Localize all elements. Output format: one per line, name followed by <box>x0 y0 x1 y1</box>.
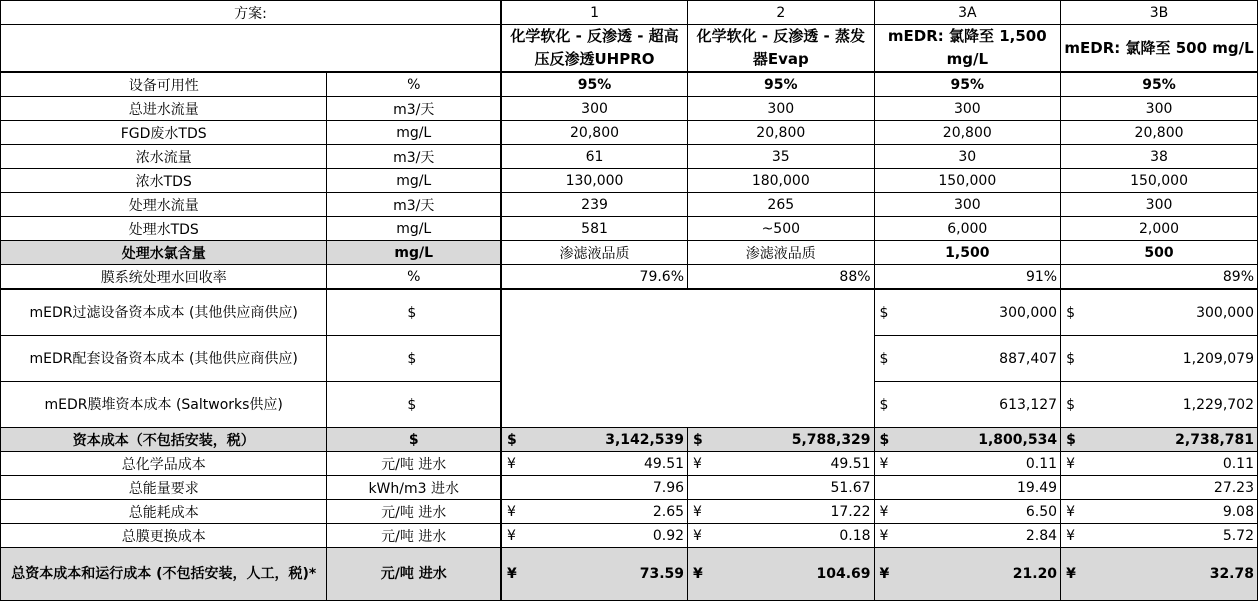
cell-money <box>1061 428 1258 452</box>
scheme-1: 1 <box>501 1 688 25</box>
cell-value: 49.51 <box>830 455 871 472</box>
currency-symbol: ¥ <box>879 503 889 520</box>
cell-value: 300 <box>688 97 875 121</box>
table-row-highlight <box>1 428 1258 452</box>
cell-value: 150,000 <box>1061 169 1258 193</box>
cell-money <box>1061 548 1258 601</box>
currency-symbol: $ <box>1066 350 1075 367</box>
currency-symbol: $ <box>879 431 890 448</box>
table-row <box>1 145 1258 169</box>
cell-value: 239 <box>501 193 688 217</box>
cell-money <box>501 428 688 452</box>
cell-value: 95% <box>688 72 875 97</box>
currency-symbol: ¥ <box>879 527 889 544</box>
currency-symbol: $ <box>507 431 517 448</box>
row-label: 膜系统处理水回收率 <box>1 265 327 290</box>
cell-value: 95% <box>874 72 1061 97</box>
row-label: 处理水TDS <box>1 217 327 241</box>
cell-money <box>688 548 875 601</box>
cell-value: 500 <box>1061 241 1258 265</box>
cell-money <box>688 524 875 548</box>
cell-value: 20,800 <box>688 121 875 145</box>
cell-value: 130,000 <box>501 169 688 193</box>
cell-money <box>874 382 1061 428</box>
cell-money <box>1061 452 1258 476</box>
cell-money <box>501 548 688 601</box>
currency-symbol: ¥ <box>1066 527 1075 544</box>
currency-symbol: ¥ <box>507 566 517 582</box>
row-unit: $ <box>327 382 501 428</box>
cell-value: 300 <box>501 97 688 121</box>
row-unit: mg/L <box>327 217 501 241</box>
row-unit: 元/吨 进水 <box>327 452 501 476</box>
row-label: mEDR膜堆资本成本 (Saltworks供应) <box>1 382 327 428</box>
table-row <box>1 524 1258 548</box>
cell-value: 887,407 <box>999 350 1058 367</box>
row-label: 总能量要求 <box>1 476 327 500</box>
table-row <box>1 217 1258 241</box>
table-row-total <box>1 548 1258 601</box>
cell-value: 95% <box>1061 72 1258 97</box>
empty-block <box>501 289 874 428</box>
currency-symbol: $ <box>1066 304 1075 321</box>
header-empty <box>1 25 502 73</box>
cell-value: 104.69 <box>816 566 871 582</box>
cell-value: 30 <box>874 145 1061 169</box>
row-label: 总化学品成本 <box>1 452 327 476</box>
table-row <box>1 169 1258 193</box>
scheme-3b-desc: mEDR: 氯降至 500 mg/L <box>1061 25 1258 73</box>
currency-symbol: ¥ <box>507 503 516 520</box>
cell-value: 3,142,539 <box>605 431 685 448</box>
cell-value: 180,000 <box>688 169 875 193</box>
cell-value: 2,738,781 <box>1175 431 1254 448</box>
cell-money <box>501 500 688 524</box>
currency-symbol: ¥ <box>693 527 702 544</box>
cell-value: 17.22 <box>830 503 871 520</box>
row-label: 浓水TDS <box>1 169 327 193</box>
cell-value: 91% <box>874 265 1061 290</box>
cell-value: 2.84 <box>1025 527 1058 544</box>
table-row <box>1 121 1258 145</box>
cell-value: 32.78 <box>1209 566 1254 582</box>
table-row <box>1 289 1258 336</box>
cell-money <box>1061 382 1258 428</box>
row-unit: mg/L <box>327 169 501 193</box>
scheme-3b: 3B <box>1061 1 1258 25</box>
row-unit: % <box>327 72 501 97</box>
currency-symbol: ¥ <box>879 566 890 582</box>
cell-value: 6,000 <box>874 217 1061 241</box>
cell-value: 0.92 <box>652 527 685 544</box>
cell-value: 21.20 <box>1012 566 1058 582</box>
currency-symbol: ¥ <box>1066 503 1075 520</box>
cell-money <box>501 524 688 548</box>
cell-value: 0.18 <box>839 527 871 544</box>
cell-value: 49.51 <box>643 455 685 472</box>
currency-symbol: $ <box>879 396 889 413</box>
cell-value: 300 <box>874 97 1061 121</box>
row-label: 资本成本（不包括安装，税） <box>1 428 327 452</box>
cell-value: 95% <box>501 72 688 97</box>
scheme-2-desc: 化学软化 - 反渗透 - 蒸发器Evap <box>688 25 875 73</box>
row-unit: m3/天 <box>327 97 501 121</box>
cell-money <box>1061 500 1258 524</box>
cell-value: 581 <box>501 217 688 241</box>
cell-value: 1,500 <box>874 241 1061 265</box>
table-row <box>1 193 1258 217</box>
cell-money <box>874 336 1061 382</box>
currency-symbol: ¥ <box>1066 566 1076 582</box>
currency-symbol: ¥ <box>693 455 702 472</box>
cell-money <box>501 452 688 476</box>
cell-value: 0.11 <box>1025 455 1058 472</box>
row-label: FGD废水TDS <box>1 121 327 145</box>
cell-money <box>874 524 1061 548</box>
row-label: 总膜更换成本 <box>1 524 327 548</box>
cell-value: 19.49 <box>874 476 1061 500</box>
cell-money <box>688 428 875 452</box>
table-row <box>1 72 1258 97</box>
row-unit: 元/吨 进水 <box>327 548 501 601</box>
row-label: 设备可用性 <box>1 72 327 97</box>
cell-value: 35 <box>688 145 875 169</box>
table-row-highlight <box>1 241 1258 265</box>
cell-value: 2,000 <box>1061 217 1258 241</box>
cell-value: 300 <box>1061 97 1258 121</box>
row-unit: $ <box>327 336 501 382</box>
currency-symbol: ¥ <box>879 455 889 472</box>
currency-symbol: ¥ <box>507 455 516 472</box>
cell-value: 300 <box>874 193 1061 217</box>
cell-money <box>874 452 1061 476</box>
row-label: 处理水氯含量 <box>1 241 327 265</box>
cell-value: 0.11 <box>1222 455 1254 472</box>
row-unit: m3/天 <box>327 145 501 169</box>
scheme-3a: 3A <box>874 1 1061 25</box>
cell-value: 渗滤液品质 <box>688 241 875 265</box>
row-unit: m3/天 <box>327 193 501 217</box>
row-unit: 元/吨 进水 <box>327 500 501 524</box>
cell-value: 5.72 <box>1222 527 1254 544</box>
cell-value: 20,800 <box>1061 121 1258 145</box>
currency-symbol: $ <box>1066 396 1075 413</box>
row-unit: $ <box>327 289 501 336</box>
row-label: mEDR过滤设备资本成本 (其他供应商供应) <box>1 289 327 336</box>
scheme-3a-desc: mEDR: 氯降至 1,500 mg/L <box>874 25 1061 73</box>
currency-symbol: $ <box>879 304 889 321</box>
cell-value: 73.59 <box>639 566 685 582</box>
cell-value: 79.6% <box>501 265 688 290</box>
cell-value: 300,000 <box>1196 304 1254 321</box>
row-label: 处理水流量 <box>1 193 327 217</box>
cell-money <box>1061 524 1258 548</box>
cell-value: 38 <box>1061 145 1258 169</box>
row-label: 总进水流量 <box>1 97 327 121</box>
table-row <box>1 265 1258 290</box>
table-row <box>1 476 1258 500</box>
row-label: 浓水流量 <box>1 145 327 169</box>
table-row <box>1 452 1258 476</box>
cell-value: 300,000 <box>999 304 1058 321</box>
cell-value: 265 <box>688 193 875 217</box>
cell-value: 89% <box>1061 265 1258 290</box>
cell-value: 20,800 <box>501 121 688 145</box>
row-label: 总能耗成本 <box>1 500 327 524</box>
cell-value: 2.65 <box>652 503 685 520</box>
cell-money <box>688 500 875 524</box>
cell-money <box>874 500 1061 524</box>
cell-money <box>874 289 1061 336</box>
row-unit: mg/L <box>327 121 501 145</box>
currency-symbol: ¥ <box>693 503 702 520</box>
header-row-scheme <box>1 1 1258 25</box>
cell-value: 1,229,702 <box>1182 396 1254 413</box>
table-row <box>1 97 1258 121</box>
cell-value: 51.67 <box>688 476 875 500</box>
cell-value: 渗滤液品质 <box>501 241 688 265</box>
cell-value: 7.96 <box>501 476 688 500</box>
row-unit: mg/L <box>327 241 501 265</box>
cell-value: 1,800,534 <box>978 431 1058 448</box>
cell-money <box>874 548 1061 601</box>
cell-value: 5,788,329 <box>791 431 871 448</box>
cell-value: 20,800 <box>874 121 1061 145</box>
currency-symbol: ¥ <box>507 527 516 544</box>
cell-value: 6.50 <box>1025 503 1058 520</box>
currency-symbol: $ <box>879 350 889 367</box>
currency-symbol: ¥ <box>693 566 703 582</box>
scheme-1-desc: 化学软化 - 反渗透 - 超高压反渗透UHPRO <box>501 25 688 73</box>
table-row <box>1 500 1258 524</box>
row-unit: % <box>327 265 501 290</box>
scheme-2: 2 <box>688 1 875 25</box>
cell-money <box>874 428 1061 452</box>
cell-value: ~500 <box>688 217 875 241</box>
row-unit: kWh/m3 进水 <box>327 476 501 500</box>
currency-symbol: $ <box>1066 431 1076 448</box>
row-label: mEDR配套设备资本成本 (其他供应商供应) <box>1 336 327 382</box>
cell-value: 150,000 <box>874 169 1061 193</box>
row-unit: 元/吨 进水 <box>327 524 501 548</box>
cell-value: 61 <box>501 145 688 169</box>
currency-symbol: $ <box>693 431 703 448</box>
row-unit: $ <box>327 428 501 452</box>
cell-value: 27.23 <box>1061 476 1258 500</box>
cell-value: 300 <box>1061 193 1258 217</box>
cell-value: 613,127 <box>999 396 1058 413</box>
cell-value: 9.08 <box>1222 503 1254 520</box>
row-label: 总资本成本和运行成本 (不包括安装，人工，税)* <box>1 548 327 601</box>
cell-value: 88% <box>688 265 875 290</box>
header-row-desc <box>1 25 1258 73</box>
cell-money <box>1061 336 1258 382</box>
scheme-label: 方案: <box>1 1 502 25</box>
cell-money <box>688 452 875 476</box>
cell-value: 1,209,079 <box>1182 350 1254 367</box>
cell-money <box>1061 289 1258 336</box>
currency-symbol: ¥ <box>1066 455 1075 472</box>
